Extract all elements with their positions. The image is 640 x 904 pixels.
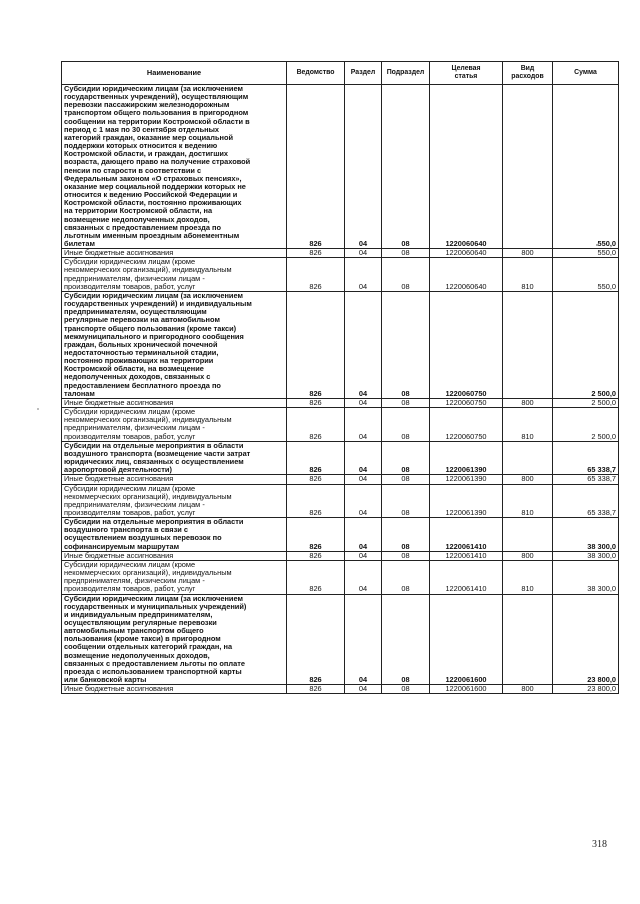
row-section: 04 [345,441,382,475]
row-type: 800 [503,475,553,484]
table-row [62,475,619,484]
row-name: Субсидии юридическим лицам (кроме некоммерческих организаций), индивидуальным предпринимателям, физическим лицам - производителям товаров, работ, услуг [62,408,287,442]
row-article: 1220061410 [430,518,503,552]
row-section: 04 [345,408,382,442]
row-dept: 826 [287,398,345,407]
row-section: 04 [345,551,382,560]
row-subsection: 08 [382,408,430,442]
row-subsection: 08 [382,249,430,258]
row-type: 800 [503,551,553,560]
row-subsection: 08 [382,441,430,475]
row-sum: 23 800,0 [553,685,619,694]
header-name: Наименование [62,62,287,85]
row-type: 800 [503,249,553,258]
header-article: Целевая статья [430,62,503,85]
row-article: 1220061390 [430,441,503,475]
row-dept: 826 [287,258,345,292]
row-sum: 550,0 [553,85,619,249]
row-type: 810 [503,258,553,292]
row-section: 04 [345,291,382,398]
row-sum: 65 338,7 [553,484,619,518]
header-section: Раздел [345,62,382,85]
table-row [62,291,619,398]
row-article: 1220061390 [430,475,503,484]
table-row [62,441,619,475]
row-sum: 65 338,7 [553,475,619,484]
row-sum: 2 500,0 [553,291,619,398]
row-type [503,291,553,398]
row-subsection: 08 [382,484,430,518]
table-row [62,551,619,560]
row-subsection: 08 [382,291,430,398]
row-name: Иные бюджетные ассигнования [62,475,287,484]
header-subsection: Подраздел [382,62,430,85]
row-type: 800 [503,398,553,407]
row-section: 04 [345,85,382,249]
row-name: Иные бюджетные ассигнования [62,551,287,560]
table-row [62,249,619,258]
row-section: 04 [345,484,382,518]
row-section: 04 [345,518,382,552]
row-type [503,594,553,685]
table-row [62,258,619,292]
row-dept: 826 [287,551,345,560]
row-subsection: 08 [382,551,430,560]
row-section: 04 [345,475,382,484]
row-type: 810 [503,484,553,518]
row-dept: 826 [287,560,345,594]
scan-speck [37,408,39,410]
row-sum: 38 300,0 [553,560,619,594]
row-dept: 826 [287,685,345,694]
row-article: 1220060750 [430,408,503,442]
row-sum: 65 338,7 [553,441,619,475]
table-row [62,685,619,694]
row-type [503,85,553,249]
budget-sheet [61,61,618,694]
page-number: 318 [592,839,607,850]
row-section: 04 [345,398,382,407]
row-type: 800 [503,685,553,694]
row-name: Иные бюджетные ассигнования [62,249,287,258]
row-type [503,441,553,475]
row-name: Субсидии на отдельные мероприятия в области воздушного транспорта (возмещение части затрат юридических лиц, связанных с осуществлением аэропортовой деятельности) [62,441,287,475]
row-name: Субсидии на отдельные мероприятия в области воздушного транспорта в связи с осуществлением воздушных перевозок по софинансируемым маршрутам [62,518,287,552]
row-dept: 826 [287,85,345,249]
row-section: 04 [345,560,382,594]
row-article: 1220061600 [430,594,503,685]
row-name: Иные бюджетные ассигнования [62,398,287,407]
row-dept: 826 [287,249,345,258]
row-article: 1220060750 [430,398,503,407]
header-type: Вид расходов [503,62,553,85]
row-type: 810 [503,560,553,594]
scan-speck [596,244,598,246]
header-row [62,62,619,85]
row-type: 810 [503,408,553,442]
row-dept: 826 [287,484,345,518]
table-row [62,594,619,685]
row-sum: 38 300,0 [553,518,619,552]
table-row [62,560,619,594]
row-article: 1220060640 [430,85,503,249]
row-subsection: 08 [382,518,430,552]
row-sum: 23 800,0 [553,594,619,685]
row-subsection: 08 [382,398,430,407]
header-dept: Ведомство [287,62,345,85]
row-dept: 826 [287,291,345,398]
row-sum: 2 500,0 [553,408,619,442]
row-section: 04 [345,685,382,694]
table-row [62,484,619,518]
row-article: 1220060640 [430,249,503,258]
row-type [503,518,553,552]
row-dept: 826 [287,594,345,685]
row-subsection: 08 [382,560,430,594]
row-article: 1220060640 [430,258,503,292]
row-sum: 2 500,0 [553,398,619,407]
row-name: Субсидии юридическим лицам (за исключением государственных и муниципальных учреждений) и индивидуальным предпринимателям, осуществляющим регулярные перевозки автомобильным транспортом общего пользования (кроме такси) в пригородном сообщении отдельных категорий граждан, на возмещение недополученных доходов, связанных с предоставлением льготы по оплате проезда с использованием транспортной карты или банковской карты [62,594,287,685]
header-sum: Сумма [553,62,619,85]
row-name: Субсидии юридическим лицам (кроме некоммерческих организаций), индивидуальным предпринимателям, физическим лицам - производителям товаров, работ, услуг [62,258,287,292]
table-row [62,85,619,249]
row-dept: 826 [287,475,345,484]
row-name: Иные бюджетные ассигнования [62,685,287,694]
row-subsection: 08 [382,685,430,694]
row-sum: 550,0 [553,258,619,292]
row-article: 1220061390 [430,484,503,518]
row-subsection: 08 [382,475,430,484]
row-subsection: 08 [382,85,430,249]
row-sum: 38 300,0 [553,551,619,560]
row-dept: 826 [287,441,345,475]
row-dept: 826 [287,408,345,442]
row-article: 1220061600 [430,685,503,694]
row-section: 04 [345,249,382,258]
row-section: 04 [345,594,382,685]
row-dept: 826 [287,518,345,552]
table-row [62,408,619,442]
row-name: Субсидии юридическим лицам (за исключением государственных учреждений) и индивидуальным предпринимателям, осуществляющим регулярные перевозки на автомобильном транспорте общего пользования (кроме такси) межмуниципального и пригородного сообщения граждан, больных хронической почечной недостаточностью терминальной стадии, постоянно проживающих на территории Костромской области, на возмещение недополученных доходов, связанных с предоставлением бесплатного проезда по талонам [62,291,287,398]
row-subsection: 08 [382,258,430,292]
row-subsection: 08 [382,594,430,685]
row-name: Субсидии юридическим лицам (кроме некоммерческих организаций), индивидуальным предпринимателям, физическим лицам - производителям товаров, работ, услуг [62,560,287,594]
row-sum: 550,0 [553,249,619,258]
row-section: 04 [345,258,382,292]
row-name: Субсидии юридическим лицам (за исключением государственных учреждений), осуществляющим перевозки пассажирским железнодорожным транспортом общего пользования в пригородном сообщении на территории Костромской области в период с 1 мая по 30 сентября отдельных категорий граждан, оказание мер социальной поддержки которых относится к ведению Костромской области, и граждан, достигших возраста, дающего право на получение страховой пенсии по старости в соответствии с Федеральным законом «О страховых пенсиях», оказание мер социальной поддержки которых не относится к ведению Российской Федерации и Костромской области, постоянно проживающих на территории Костромской области, на возмещение недополученных доходов, связанных с предоставлением проезда по льготным именным проездным абонементным билетам [62,85,287,249]
row-article: 1220061410 [430,551,503,560]
table-row [62,398,619,407]
row-name: Субсидии юридическим лицам (кроме некоммерческих организаций), индивидуальным предпринимателям, физическим лицам - производителям товаров, работ, услуг [62,484,287,518]
budget-table [61,61,619,694]
table-row [62,518,619,552]
row-article: 1220061410 [430,560,503,594]
row-article: 1220060750 [430,291,503,398]
